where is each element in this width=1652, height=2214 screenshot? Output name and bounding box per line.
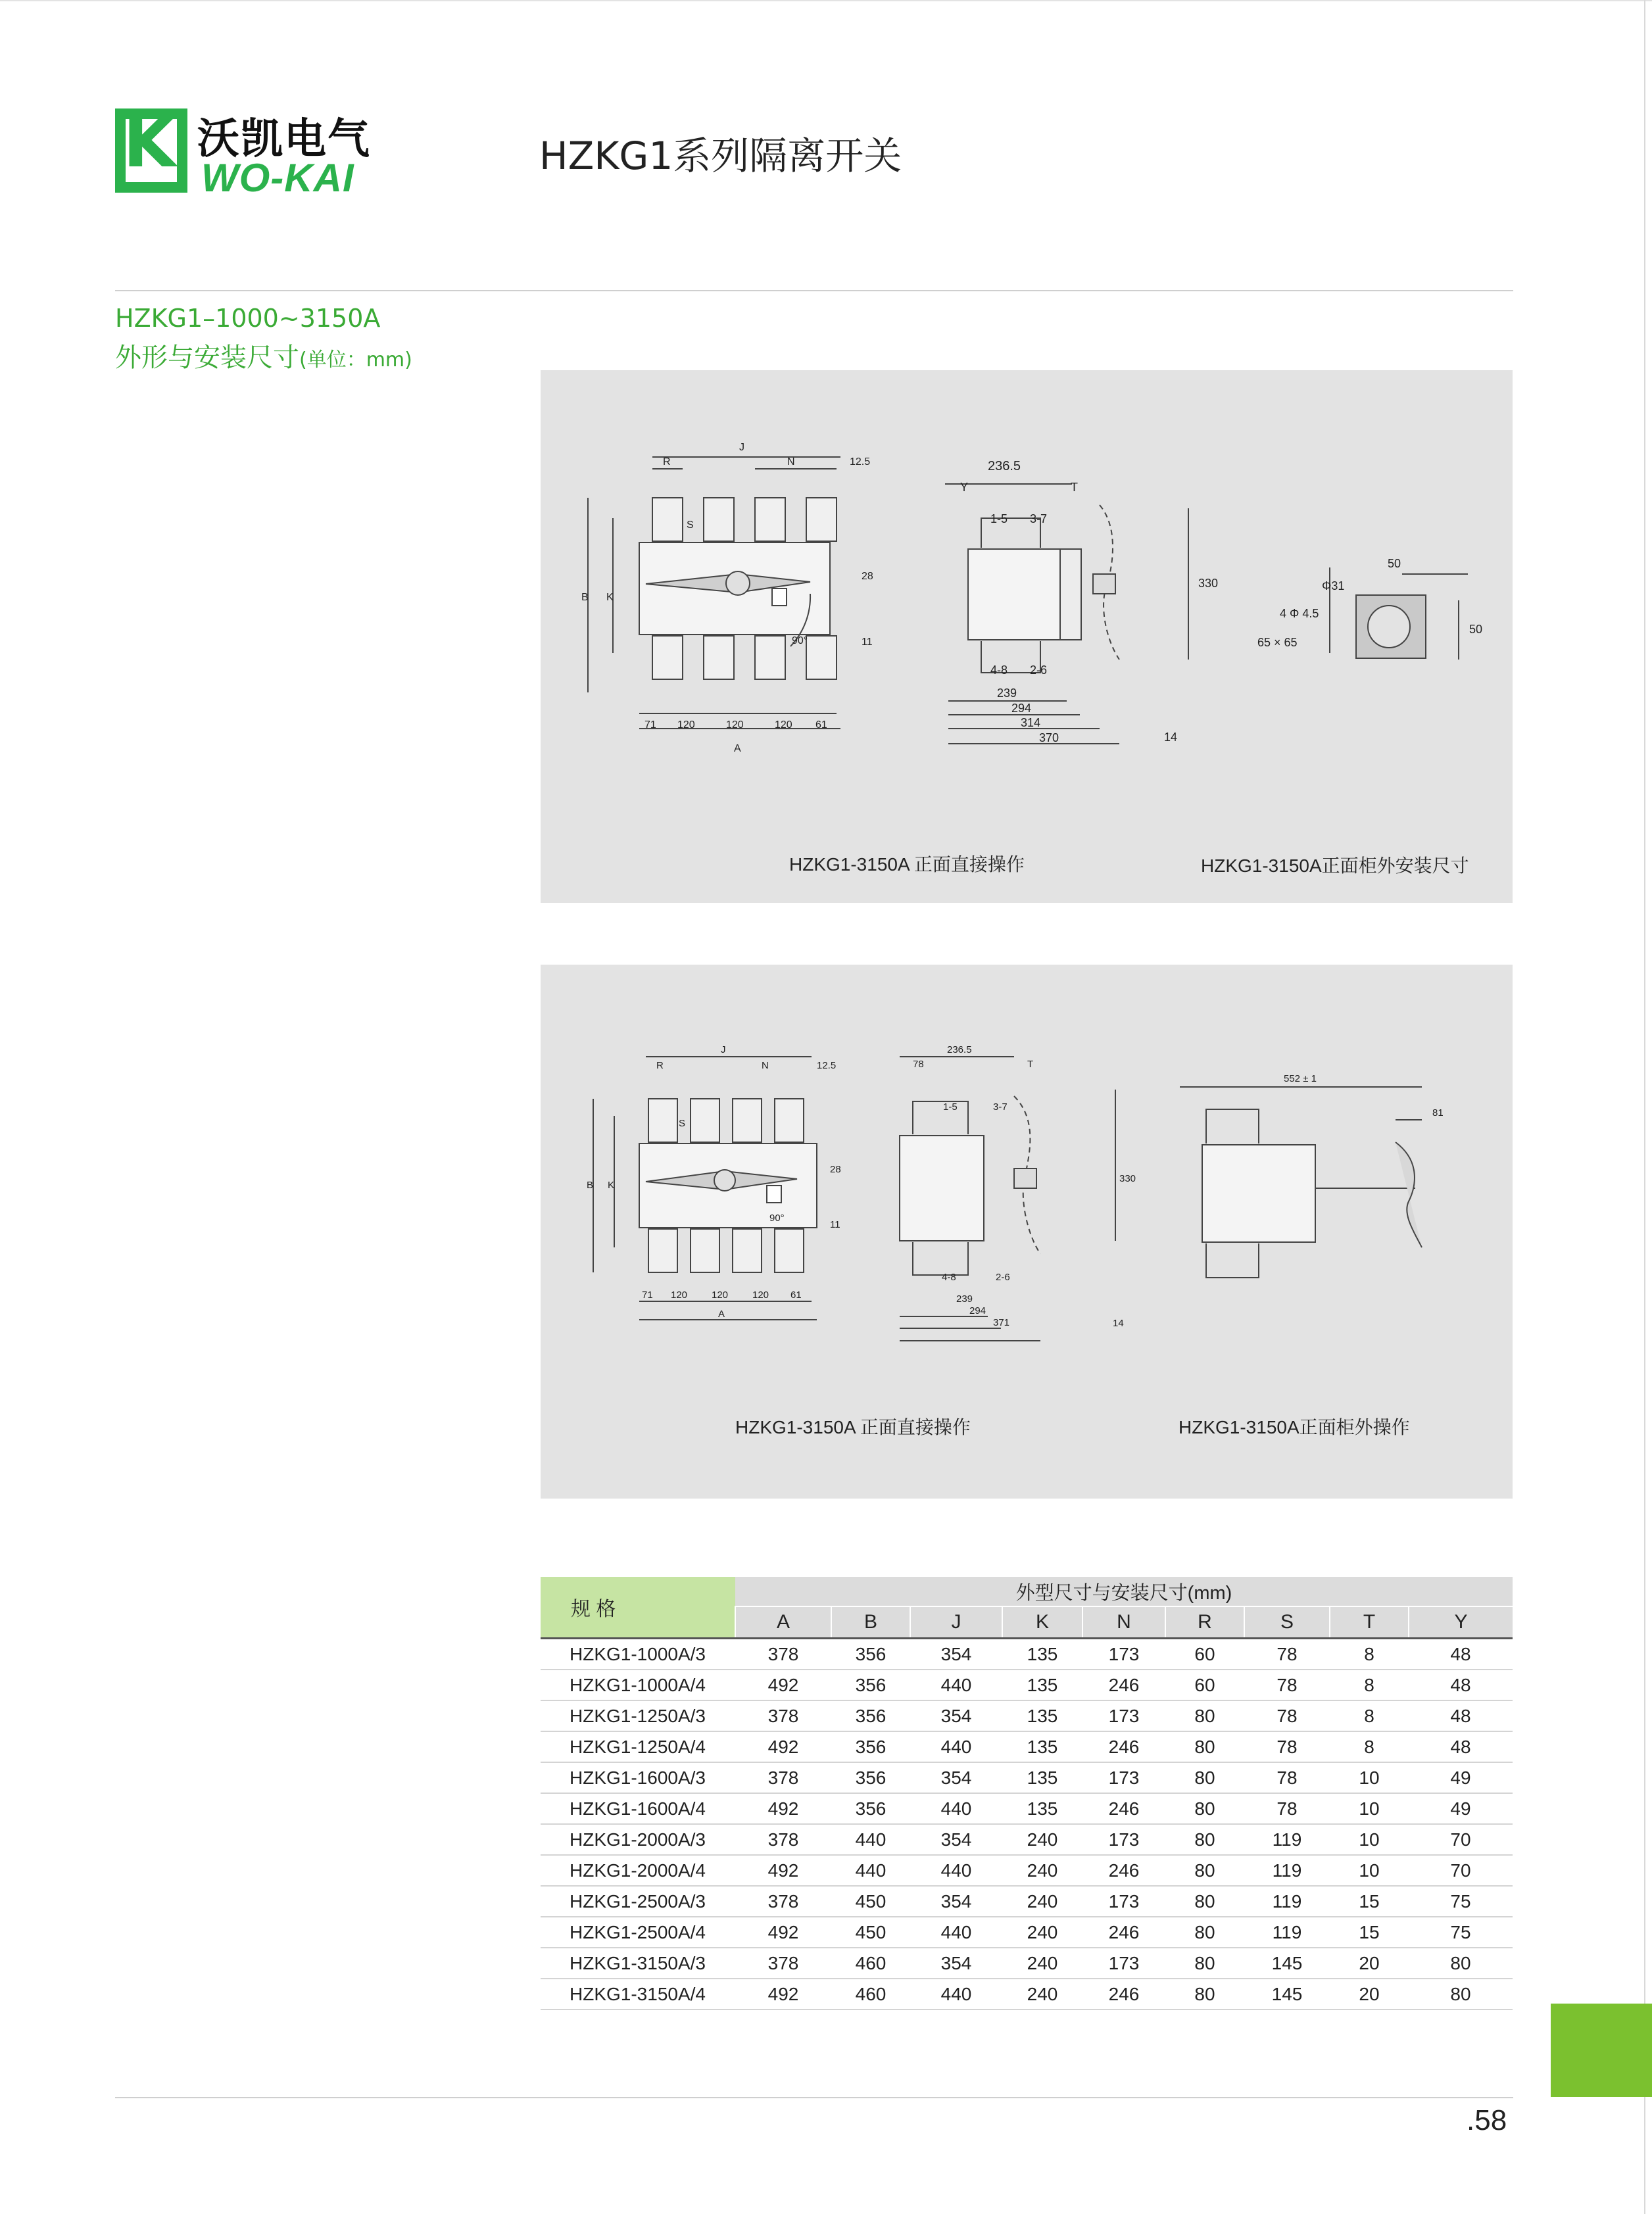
dim-label-65x65: 65 × 65 bbox=[1257, 636, 1298, 649]
dim-label-120a: 120 bbox=[677, 719, 695, 731]
pole-label-15: 1-5 bbox=[943, 1101, 958, 1113]
lock-window bbox=[767, 1186, 781, 1203]
value-cell-j: 354 bbox=[910, 1948, 1002, 1979]
dim-label-B: B bbox=[581, 592, 589, 603]
value-cell-j: 440 bbox=[910, 1979, 1002, 2009]
value-cell-t: 15 bbox=[1330, 1886, 1409, 1917]
value-cell-j: 440 bbox=[910, 1855, 1002, 1886]
dim-label-phi45: 4 Φ 4.5 bbox=[1280, 607, 1319, 620]
value-cell-k: 240 bbox=[1002, 1824, 1082, 1855]
dim-label-239: 239 bbox=[997, 686, 1017, 700]
dim-label-K: K bbox=[606, 592, 614, 603]
caption-front-direct: HZKG1-3150A 正面直接操作 bbox=[789, 854, 1025, 875]
model-cell: HZKG1-2500A/3 bbox=[541, 1886, 735, 1917]
footer-divider bbox=[115, 2097, 1513, 2098]
value-cell-j: 354 bbox=[910, 1886, 1002, 1917]
dim-label-R: R bbox=[663, 456, 671, 468]
table-row bbox=[541, 1886, 1513, 1917]
side-view-body bbox=[968, 549, 1060, 640]
page-number: .58 bbox=[1467, 2104, 1507, 2136]
bottom-terminal-2 bbox=[704, 636, 734, 679]
value-cell-y: 48 bbox=[1409, 1639, 1513, 1670]
pole-label-26: 2-6 bbox=[1030, 663, 1048, 677]
top-terminal-4 bbox=[775, 1099, 804, 1142]
dim-label-2365: 236.5 bbox=[947, 1044, 972, 1055]
value-cell-k: 135 bbox=[1002, 1639, 1082, 1670]
top-terminal-3 bbox=[733, 1099, 762, 1142]
value-cell-a: 378 bbox=[735, 1639, 831, 1670]
dim-label-N: N bbox=[762, 1060, 769, 1071]
table-row bbox=[541, 1639, 1513, 1670]
value-cell-r: 80 bbox=[1165, 1886, 1244, 1917]
dim-label-50-top: 50 bbox=[1388, 557, 1401, 570]
dim-label-81: 81 bbox=[1432, 1107, 1444, 1119]
top-terminal-1 bbox=[648, 1099, 677, 1142]
table-row bbox=[541, 1979, 1513, 2009]
dim-label-294: 294 bbox=[969, 1305, 986, 1316]
value-cell-y: 70 bbox=[1409, 1824, 1513, 1855]
table-row bbox=[541, 1948, 1513, 1979]
dim-label-330: 330 bbox=[1198, 577, 1219, 590]
brand-name-en: WO-KAI bbox=[201, 156, 354, 200]
dim-label-90deg: 90° bbox=[792, 635, 808, 646]
value-cell-k: 135 bbox=[1002, 1793, 1082, 1824]
value-cell-t: 10 bbox=[1330, 1855, 1409, 1886]
dim-label-J: J bbox=[721, 1044, 726, 1055]
column-header-s: S bbox=[1244, 1606, 1330, 1639]
column-header-y: Y bbox=[1409, 1606, 1513, 1639]
value-cell-y: 49 bbox=[1409, 1793, 1513, 1824]
dim-label-K: K bbox=[608, 1180, 615, 1191]
pole-label-37: 3-7 bbox=[993, 1101, 1008, 1113]
bottom-terminal-1 bbox=[652, 636, 683, 679]
top-terminal-1 bbox=[652, 498, 683, 541]
table-body bbox=[541, 1639, 1513, 2010]
model-cell: HZKG1-1250A/3 bbox=[541, 1700, 735, 1731]
value-cell-n: 173 bbox=[1082, 1948, 1165, 1979]
table-row bbox=[541, 1855, 1513, 1886]
brand-name-cn: 沃凯电气 bbox=[197, 115, 371, 164]
model-cell: HZKG1-1000A/3 bbox=[541, 1639, 735, 1670]
value-cell-a: 378 bbox=[735, 1948, 831, 1979]
logo-letter: K bbox=[123, 103, 176, 183]
center-hole bbox=[1368, 606, 1410, 648]
value-cell-k: 135 bbox=[1002, 1700, 1082, 1731]
value-cell-s: 119 bbox=[1244, 1855, 1330, 1886]
value-cell-a: 492 bbox=[735, 1917, 831, 1948]
value-cell-j: 440 bbox=[910, 1917, 1002, 1948]
column-header-n: N bbox=[1082, 1606, 1165, 1639]
side-bottom-bracket bbox=[913, 1242, 968, 1275]
value-cell-r: 60 bbox=[1165, 1639, 1244, 1670]
value-cell-a: 492 bbox=[735, 1855, 831, 1886]
dim-label-11: 11 bbox=[830, 1219, 840, 1230]
dim-label-28: 28 bbox=[830, 1164, 841, 1175]
dim-label-120b: 120 bbox=[712, 1289, 729, 1301]
value-cell-b: 356 bbox=[831, 1639, 910, 1670]
value-cell-t: 8 bbox=[1330, 1670, 1409, 1700]
dim-label-552: 552 ± 1 bbox=[1284, 1073, 1317, 1084]
value-cell-n: 246 bbox=[1082, 1855, 1165, 1886]
table-row bbox=[541, 1731, 1513, 1762]
value-cell-n: 246 bbox=[1082, 1793, 1165, 1824]
value-cell-t: 10 bbox=[1330, 1824, 1409, 1855]
section-model-range: HZKG1–1000~3150A bbox=[115, 304, 381, 333]
table-row bbox=[541, 1793, 1513, 1824]
ext-bottom-bracket bbox=[1206, 1243, 1259, 1278]
value-cell-k: 135 bbox=[1002, 1670, 1082, 1700]
dim-label-A: A bbox=[718, 1309, 725, 1320]
value-cell-r: 80 bbox=[1165, 1793, 1244, 1824]
value-cell-k: 135 bbox=[1002, 1762, 1082, 1793]
dim-label-78: 78 bbox=[913, 1059, 924, 1070]
value-cell-b: 356 bbox=[831, 1762, 910, 1793]
value-cell-y: 48 bbox=[1409, 1670, 1513, 1700]
value-cell-k: 240 bbox=[1002, 1855, 1082, 1886]
section-heading-text: 外形与安装尺寸 bbox=[115, 343, 299, 373]
dim-label-S: S bbox=[679, 1118, 686, 1129]
page-title: HZKG1系列隔离开关 bbox=[539, 133, 902, 178]
value-cell-t: 8 bbox=[1330, 1639, 1409, 1670]
dim-label-11: 11 bbox=[862, 637, 873, 648]
column-header-a: A bbox=[735, 1606, 831, 1639]
dim-label-120c: 120 bbox=[775, 719, 792, 731]
model-cell: HZKG1-1250A/4 bbox=[541, 1731, 735, 1762]
value-cell-b: 440 bbox=[831, 1855, 910, 1886]
value-cell-s: 78 bbox=[1244, 1793, 1330, 1824]
pole-label-15: 1-5 bbox=[990, 512, 1008, 525]
dim-label-A: A bbox=[734, 743, 741, 754]
column-header-r: R bbox=[1165, 1606, 1244, 1639]
handle-hub bbox=[726, 571, 750, 595]
model-cell: HZKG1-1000A/4 bbox=[541, 1670, 735, 1700]
ext-top-bracket bbox=[1206, 1109, 1259, 1143]
value-cell-j: 440 bbox=[910, 1731, 1002, 1762]
side-shaft bbox=[1093, 574, 1115, 594]
value-cell-n: 246 bbox=[1082, 1979, 1165, 2009]
value-cell-k: 135 bbox=[1002, 1731, 1082, 1762]
dim-label-120c: 120 bbox=[752, 1289, 769, 1301]
model-cell: HZKG1-2500A/4 bbox=[541, 1917, 735, 1948]
dim-label-T: T bbox=[1071, 481, 1078, 494]
dim-label-14: 14 bbox=[1113, 1318, 1124, 1329]
column-header-b: B bbox=[831, 1606, 910, 1639]
dim-label-239: 239 bbox=[956, 1293, 973, 1305]
value-cell-j: 354 bbox=[910, 1824, 1002, 1855]
value-cell-n: 173 bbox=[1082, 1762, 1165, 1793]
pole-label-37: 3-7 bbox=[1030, 512, 1048, 525]
dim-label-S: S bbox=[687, 519, 694, 531]
value-cell-a: 492 bbox=[735, 1670, 831, 1700]
dimension-group-header: 外型尺寸与安装尺寸(mm) bbox=[735, 1577, 1513, 1606]
value-cell-n: 173 bbox=[1082, 1639, 1165, 1670]
pole-label-48: 4-8 bbox=[990, 663, 1008, 677]
value-cell-r: 80 bbox=[1165, 1917, 1244, 1948]
dim-label-61: 61 bbox=[790, 1289, 802, 1301]
value-cell-s: 145 bbox=[1244, 1979, 1330, 2009]
value-cell-s: 119 bbox=[1244, 1886, 1330, 1917]
model-cell: HZKG1-2000A/4 bbox=[541, 1855, 735, 1886]
dim-label-314: 314 bbox=[1021, 716, 1041, 729]
bottom-terminal-1 bbox=[648, 1229, 677, 1272]
top-terminal-4 bbox=[806, 498, 837, 541]
value-cell-a: 378 bbox=[735, 1824, 831, 1855]
value-cell-a: 378 bbox=[735, 1886, 831, 1917]
ext-view-body bbox=[1202, 1145, 1315, 1242]
drawing-panel-2 bbox=[541, 965, 1513, 1499]
pole-label-26: 2-6 bbox=[996, 1272, 1010, 1283]
side-view-body bbox=[900, 1136, 984, 1241]
value-cell-y: 49 bbox=[1409, 1762, 1513, 1793]
value-cell-k: 240 bbox=[1002, 1979, 1082, 2009]
model-cell: HZKG1-2000A/3 bbox=[541, 1824, 735, 1855]
dim-label-294: 294 bbox=[1011, 702, 1032, 715]
value-cell-y: 80 bbox=[1409, 1948, 1513, 1979]
value-cell-a: 492 bbox=[735, 1979, 831, 2009]
value-cell-s: 119 bbox=[1244, 1824, 1330, 1855]
dim-label-71: 71 bbox=[642, 1289, 653, 1301]
dimension-table bbox=[541, 1577, 1513, 2010]
value-cell-k: 240 bbox=[1002, 1948, 1082, 1979]
ext-handle bbox=[1396, 1142, 1422, 1247]
side-top-bracket bbox=[913, 1101, 968, 1134]
drawing-panel-1 bbox=[541, 370, 1513, 903]
model-cell: HZKG1-3150A/3 bbox=[541, 1948, 735, 1979]
dim-label-R: R bbox=[656, 1060, 664, 1071]
caption-cabinet-operation: HZKG1-3150A正面柜外操作 bbox=[1178, 1417, 1410, 1437]
side-shaft bbox=[1014, 1168, 1036, 1188]
value-cell-j: 354 bbox=[910, 1762, 1002, 1793]
value-cell-n: 173 bbox=[1082, 1700, 1165, 1731]
column-header-k: K bbox=[1002, 1606, 1082, 1639]
bottom-terminal-4 bbox=[806, 636, 837, 679]
value-cell-t: 10 bbox=[1330, 1762, 1409, 1793]
dim-label-phi31: Φ31 bbox=[1322, 579, 1345, 592]
value-cell-t: 8 bbox=[1330, 1700, 1409, 1731]
top-terminal-3 bbox=[755, 498, 785, 541]
value-cell-t: 20 bbox=[1330, 1979, 1409, 2009]
value-cell-b: 356 bbox=[831, 1670, 910, 1700]
value-cell-b: 440 bbox=[831, 1824, 910, 1855]
caption-cabinet-install: HZKG1-3150A正面柜外安装尺寸 bbox=[1201, 855, 1469, 876]
column-header-j: J bbox=[910, 1606, 1002, 1639]
top-border bbox=[0, 0, 1652, 1]
value-cell-n: 173 bbox=[1082, 1886, 1165, 1917]
value-cell-y: 75 bbox=[1409, 1917, 1513, 1948]
value-cell-b: 356 bbox=[831, 1700, 910, 1731]
model-cell: HZKG1-1600A/3 bbox=[541, 1762, 735, 1793]
table-row bbox=[541, 1700, 1513, 1731]
value-cell-n: 246 bbox=[1082, 1670, 1165, 1700]
page-tab-marker bbox=[1551, 2004, 1652, 2097]
value-cell-r: 80 bbox=[1165, 1855, 1244, 1886]
dim-label-J: J bbox=[739, 442, 744, 453]
spec-column-header: 规 格 bbox=[541, 1577, 735, 1639]
table-header-row-1 bbox=[541, 1577, 1513, 1606]
lock-window bbox=[772, 589, 787, 606]
table-row bbox=[541, 1917, 1513, 1948]
value-cell-a: 378 bbox=[735, 1700, 831, 1731]
value-cell-s: 78 bbox=[1244, 1670, 1330, 1700]
value-cell-r: 80 bbox=[1165, 1700, 1244, 1731]
column-header-t: T bbox=[1330, 1606, 1409, 1639]
model-cell: HZKG1-1600A/4 bbox=[541, 1793, 735, 1824]
drawing-1-svg bbox=[541, 370, 1513, 903]
dim-label-2365: 236.5 bbox=[988, 459, 1021, 473]
dim-label-50-side: 50 bbox=[1469, 623, 1483, 636]
value-cell-r: 60 bbox=[1165, 1670, 1244, 1700]
value-cell-r: 80 bbox=[1165, 1979, 1244, 2009]
value-cell-j: 440 bbox=[910, 1670, 1002, 1700]
value-cell-b: 356 bbox=[831, 1793, 910, 1824]
dim-label-Y: Y bbox=[960, 481, 969, 494]
bottom-terminal-4 bbox=[775, 1229, 804, 1272]
handle-hub bbox=[714, 1170, 735, 1191]
value-cell-s: 119 bbox=[1244, 1917, 1330, 1948]
value-cell-y: 48 bbox=[1409, 1731, 1513, 1762]
value-cell-t: 8 bbox=[1330, 1731, 1409, 1762]
value-cell-b: 450 bbox=[831, 1886, 910, 1917]
value-cell-b: 356 bbox=[831, 1731, 910, 1762]
model-cell: HZKG1-3150A/4 bbox=[541, 1979, 735, 2009]
bottom-terminal-3 bbox=[733, 1229, 762, 1272]
value-cell-t: 15 bbox=[1330, 1917, 1409, 1948]
section-heading bbox=[115, 337, 412, 374]
top-terminal-2 bbox=[691, 1099, 719, 1142]
value-cell-r: 80 bbox=[1165, 1731, 1244, 1762]
value-cell-s: 78 bbox=[1244, 1700, 1330, 1731]
table-row bbox=[541, 1824, 1513, 1855]
dim-label-125: 12.5 bbox=[817, 1060, 837, 1071]
caption-front-direct-2: HZKG1-3150A 正面直接操作 bbox=[735, 1417, 971, 1437]
dim-label-371: 371 bbox=[993, 1317, 1010, 1328]
value-cell-j: 440 bbox=[910, 1793, 1002, 1824]
value-cell-a: 492 bbox=[735, 1731, 831, 1762]
value-cell-s: 78 bbox=[1244, 1639, 1330, 1670]
value-cell-r: 80 bbox=[1165, 1762, 1244, 1793]
header-divider bbox=[115, 290, 1513, 291]
dim-label-71: 71 bbox=[644, 719, 656, 731]
pole-label-48: 4-8 bbox=[942, 1272, 956, 1283]
dim-label-330: 330 bbox=[1119, 1173, 1136, 1184]
table-row bbox=[541, 1762, 1513, 1793]
value-cell-a: 492 bbox=[735, 1793, 831, 1824]
top-terminal-2 bbox=[704, 498, 734, 541]
value-cell-s: 145 bbox=[1244, 1948, 1330, 1979]
value-cell-s: 78 bbox=[1244, 1762, 1330, 1793]
value-cell-n: 173 bbox=[1082, 1824, 1165, 1855]
dim-label-370: 370 bbox=[1039, 731, 1059, 744]
value-cell-y: 70 bbox=[1409, 1855, 1513, 1886]
dim-label-120a: 120 bbox=[671, 1289, 688, 1301]
value-cell-y: 75 bbox=[1409, 1886, 1513, 1917]
dim-label-90deg: 90° bbox=[769, 1213, 785, 1224]
value-cell-j: 354 bbox=[910, 1639, 1002, 1670]
table-row bbox=[541, 1670, 1513, 1700]
dim-label-28: 28 bbox=[862, 571, 873, 582]
bottom-terminal-2 bbox=[691, 1229, 719, 1272]
bottom-terminal-3 bbox=[755, 636, 785, 679]
value-cell-r: 80 bbox=[1165, 1824, 1244, 1855]
value-cell-k: 240 bbox=[1002, 1886, 1082, 1917]
dim-label-T: T bbox=[1027, 1059, 1034, 1070]
value-cell-b: 460 bbox=[831, 1948, 910, 1979]
dim-label-N: N bbox=[787, 456, 795, 468]
page-edge-line bbox=[1644, 0, 1645, 2214]
dim-label-125: 12.5 bbox=[850, 456, 871, 468]
dim-label-61: 61 bbox=[815, 719, 827, 731]
value-cell-b: 450 bbox=[831, 1917, 910, 1948]
value-cell-s: 78 bbox=[1244, 1731, 1330, 1762]
dim-label-120b: 120 bbox=[726, 719, 744, 731]
value-cell-y: 80 bbox=[1409, 1979, 1513, 2009]
value-cell-a: 378 bbox=[735, 1762, 831, 1793]
value-cell-k: 240 bbox=[1002, 1917, 1082, 1948]
value-cell-y: 48 bbox=[1409, 1700, 1513, 1731]
value-cell-t: 20 bbox=[1330, 1948, 1409, 1979]
value-cell-r: 80 bbox=[1165, 1948, 1244, 1979]
value-cell-n: 246 bbox=[1082, 1917, 1165, 1948]
section-unit: (单位：mm) bbox=[299, 349, 412, 372]
dim-label-14: 14 bbox=[1164, 731, 1178, 744]
dim-label-B: B bbox=[587, 1180, 594, 1191]
value-cell-b: 460 bbox=[831, 1979, 910, 2009]
value-cell-n: 246 bbox=[1082, 1731, 1165, 1762]
value-cell-j: 354 bbox=[910, 1700, 1002, 1731]
side-view-cover bbox=[1060, 549, 1081, 640]
brand-logo bbox=[115, 103, 187, 193]
value-cell-t: 10 bbox=[1330, 1793, 1409, 1824]
